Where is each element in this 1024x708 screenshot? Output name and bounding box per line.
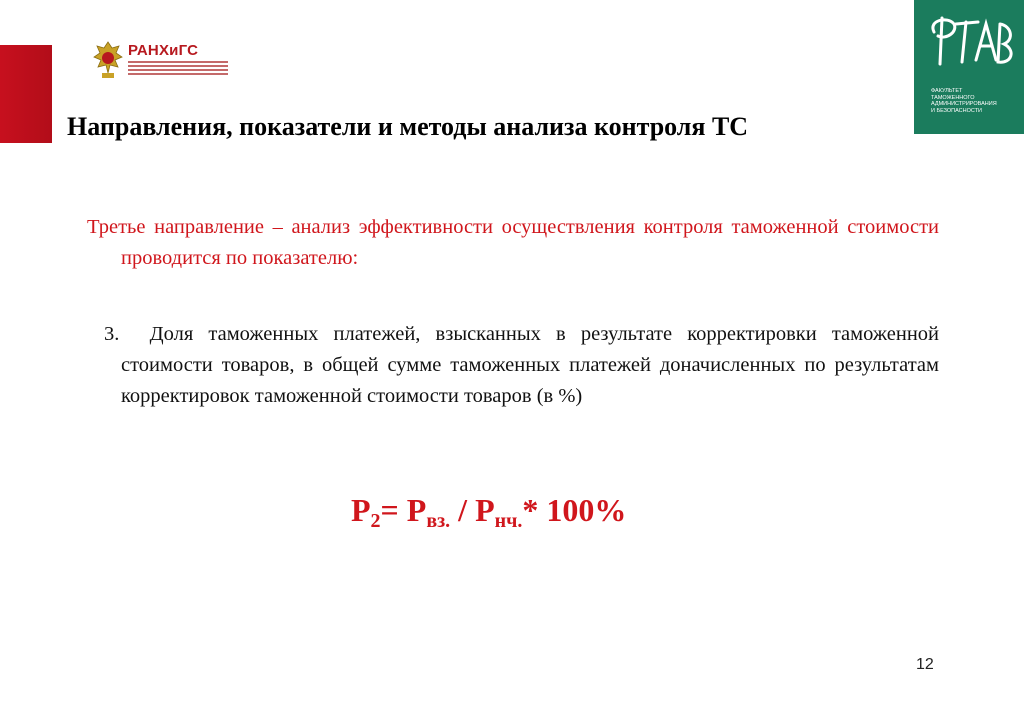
list-item-number: 3. — [104, 323, 120, 345]
slide-title: Направления, показатели и методы анализа контроля ТС — [67, 112, 749, 141]
formula-eq: = P — [380, 492, 427, 528]
ranepa-logo-text: РАНХиГС — [128, 42, 199, 59]
list-item — [104, 319, 939, 412]
ftab-caption: ФАКУЛЬТЕТ ТАМОЖЕННОГО АДМИНИСТРИРОВАНИЯ И БЕЗОПАСНОСТИ — [931, 88, 997, 114]
ranepa-emblem-icon — [92, 40, 124, 80]
ranepa-logo — [92, 40, 232, 84]
ftab-logo — [914, 0, 1024, 134]
formula-sub-2: 2 — [370, 510, 381, 532]
formula — [351, 492, 626, 533]
formula-p: P — [351, 492, 371, 528]
formula-tail: * 100% — [522, 492, 627, 528]
formula-sub-nch: нч. — [494, 510, 523, 532]
ftab-monogram-icon — [920, 10, 1020, 72]
ranepa-logo-subtitle-lines — [128, 61, 228, 77]
intro-paragraph — [87, 212, 939, 274]
list-item-text: Доля таможенных платежей, взысканных в результате корректировки таможенной стоимости товаров, в общей сумме таможенных платежей доначисленных по результатам корректировок таможенной стоимости товаров (в %) — [121, 323, 940, 407]
formula-sub-vz: вз. — [426, 510, 451, 532]
red-accent-bar — [0, 45, 52, 143]
intro-first-line: Третье направление – анализ эффективности осуществления контроля — [87, 216, 723, 238]
formula-slash: / P — [450, 492, 495, 528]
intro-rest: таможенной стоимости проводится по показателю: — [121, 216, 940, 269]
page-number: 12 — [916, 656, 934, 673]
